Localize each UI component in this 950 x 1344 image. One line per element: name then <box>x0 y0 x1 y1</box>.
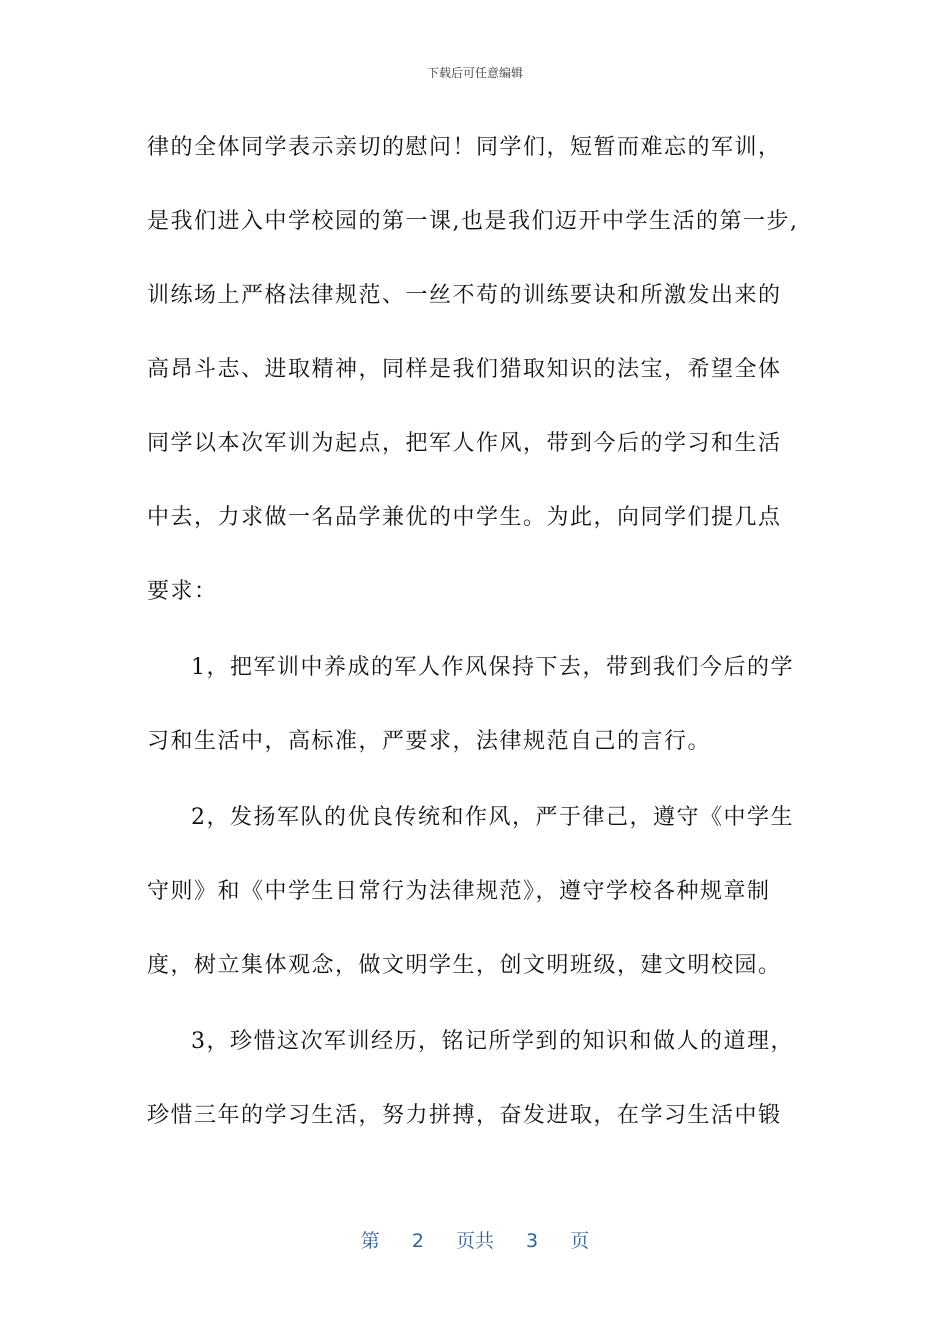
list-item-line: 3，珍惜这次军训经历，铭记所学到的知识和做人的道理， <box>191 1029 794 1054</box>
paragraph-line: 要求： <box>147 579 218 604</box>
list-item-line: 度，树立集体观念，做文明学生，创文明班级，建文明校园。 <box>147 953 782 978</box>
list-item-line: 1，把军训中养成的军人作风保持下去，带到我们今后的学 <box>191 655 794 680</box>
page-label-suffix: 页 <box>570 1230 590 1252</box>
total-pages-number: 3 <box>526 1230 539 1252</box>
list-item-line: 守则》和《中学生日常行为法律规范》，遵守学校各种规章制 <box>147 879 771 904</box>
paragraph-line: 同学以本次军训为起点，把军人作风，带到今后的学习和生活 <box>147 431 782 456</box>
page-header-watermark: 下载后可任意编辑 <box>426 66 523 80</box>
paragraph-line: 中去，力求做一名品学兼优的中学生。为此，向同学们提几点 <box>147 505 782 530</box>
paragraph-line: 高昂斗志、进取精神，同样是我们猎取知识的法宝，希望全体 <box>147 357 782 382</box>
list-item-line: 习和生活中，高标准，严要求，法律规范自己的言行。 <box>147 729 712 754</box>
list-item-line: 珍惜三年的学习生活，努力拼搏，奋发进取，在学习生活中锻 <box>147 1103 782 1128</box>
paragraph-line: 训练场上严格法律规范、一丝不苟的训练要诀和所激发出来的 <box>147 283 782 308</box>
paragraph-line: 律的全体同学表示亲切的慰问！同学们，短暂而难忘的军训， <box>147 135 782 160</box>
paragraph-line: 是我们进入中学校园的第一课,也是我们迈开中学生活的第一步, <box>147 209 799 234</box>
list-item-line: 2，发扬军队的优良传统和作风，严于律己，遵守《中学生 <box>191 805 794 830</box>
page-label-mid: 页共 <box>455 1230 494 1252</box>
page-number-footer <box>0 1226 950 1253</box>
current-page-number: 2 <box>411 1230 424 1252</box>
page-label-prefix: 第 <box>360 1230 380 1252</box>
